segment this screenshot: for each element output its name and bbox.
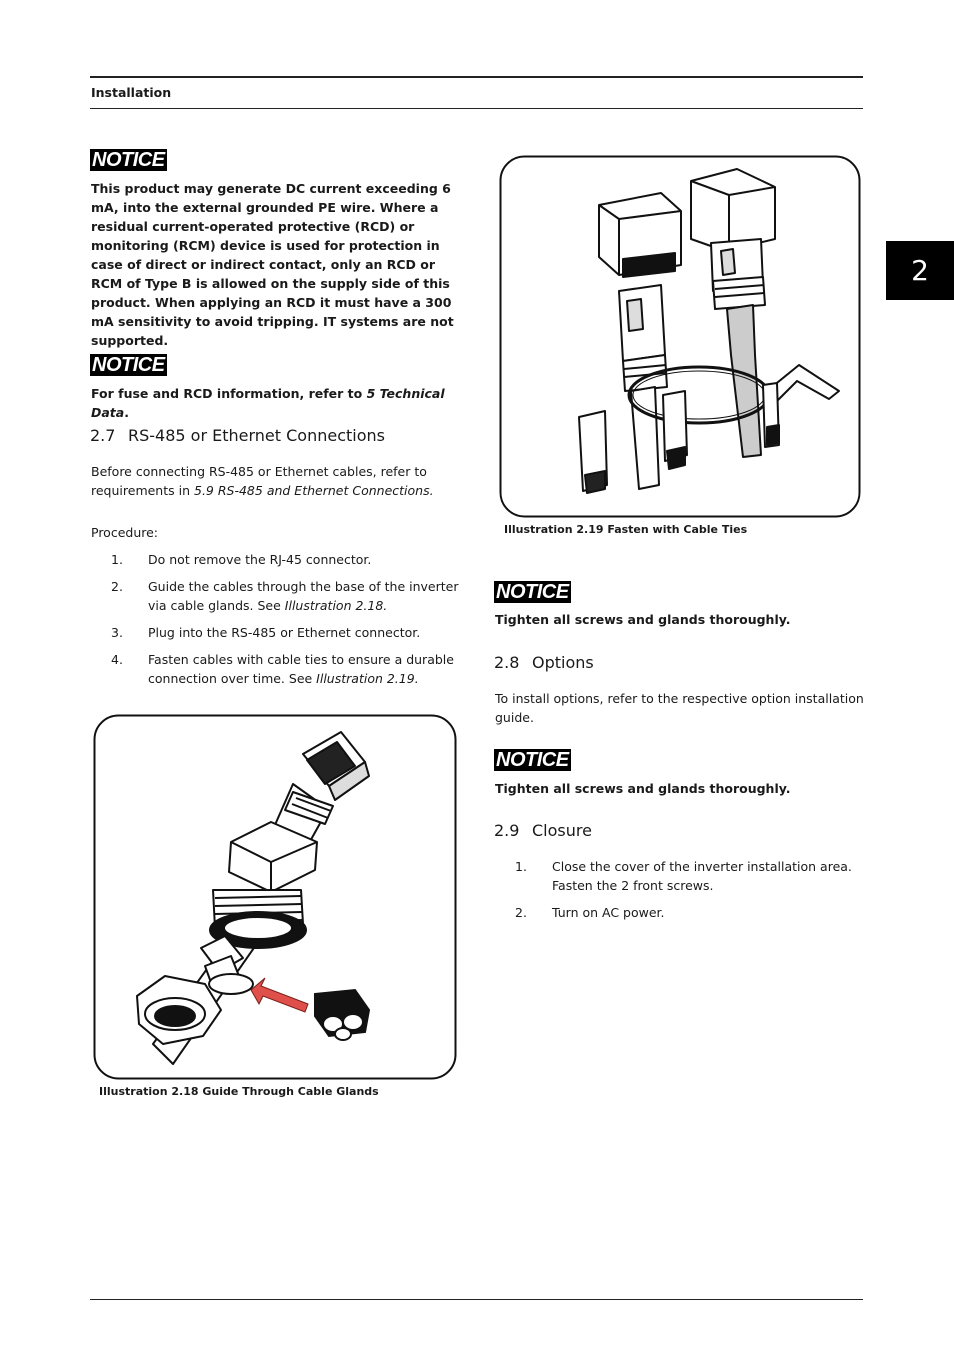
section-2-7-intro: Before connecting RS-485 or Ethernet cables, refer to requirements in 5.9 RS-485 and Ethernet Connections. <box>91 464 434 499</box>
section-2-8-text: To install options, refer to the respective option installation guide. <box>495 691 864 726</box>
figure-caption: Illustration 2.19 Fasten with Cable Ties <box>504 523 748 536</box>
list-item: 3. Plug into the RS-485 or Ethernet connector. <box>111 624 421 640</box>
procedure-list <box>91 550 461 696</box>
list-item: 4. Fasten cables with cable ties to ensure a durable connection over time. See Illustration 2.19. <box>111 651 454 686</box>
notice-text-screws: Tighten all screws and glands thoroughly. <box>495 612 791 627</box>
cross-reference-link[interactable]: Illustration 2.19. <box>316 670 419 686</box>
list-item: 1. Close the cover of the inverter installation area. Fasten the 2 front screws. <box>515 859 852 894</box>
section-heading-2-9: 2.9 Closure <box>494 821 592 840</box>
chapter-tab: 2 <box>886 241 954 300</box>
list-item: 2. Guide the cables through the base of the inverter via cable glands. See Illustration 2.18. <box>111 578 459 614</box>
procedure-label: Procedure: <box>91 525 159 540</box>
section-heading-2-8: 2.8 Options <box>494 653 594 672</box>
notice-label: NOTICE <box>496 749 569 771</box>
notice-label: NOTICE <box>92 149 165 171</box>
footer-rule <box>90 1299 863 1300</box>
notice-label: NOTICE <box>496 581 569 603</box>
notice-label: NOTICE <box>92 354 165 376</box>
section-heading-2-7: 2.7 RS-485 or Ethernet Connections <box>90 426 385 445</box>
list-item: 2. Turn on AC power. <box>515 905 665 921</box>
closure-list <box>495 857 863 930</box>
list-item: 1. Do not remove the RJ-45 connector. <box>111 552 372 567</box>
cross-reference-link[interactable]: 5.9 RS-485 and Ethernet Connections. <box>194 483 434 499</box>
figure-caption: Illustration 2.18 Guide Through Cable Glands <box>99 1085 379 1098</box>
cross-reference-link[interactable]: 5 Technical Data <box>91 386 445 420</box>
running-header: Installation <box>91 85 172 100</box>
notice-text-rcd: This product may generate DC current exceeding 6 mA, into the external grounded PE wire. Where a residual current-operated protective (RCD) or monitoring (RCM) device is used for protection in case of direct or indirect contact, only an RCD or RCM of Type B is allowed on the supply side of this product. When applying an RCD it must have a 300 mA sensitivity to avoid tripping. IT systems are not supported. <box>91 181 454 348</box>
notice-text-screws: Tighten all screws and glands thoroughly. <box>495 781 791 796</box>
cross-reference-link[interactable]: Illustration 2.18. <box>284 598 388 614</box>
header-bottom-rule <box>90 108 863 109</box>
header-top-rule <box>90 76 863 78</box>
cable-tie-illustration <box>499 155 861 518</box>
notice-text-fuse: For fuse and RCD information, refer to 5 Technical Data. <box>91 386 445 420</box>
cable-gland-illustration <box>93 714 457 1080</box>
